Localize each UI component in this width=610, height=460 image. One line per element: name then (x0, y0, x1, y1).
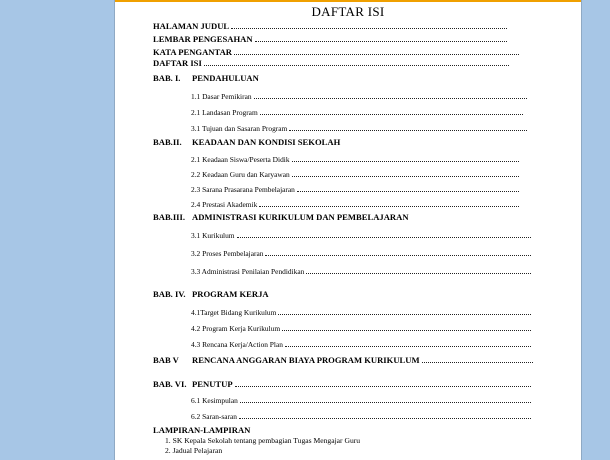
dot-leader (234, 53, 519, 55)
toc-subentry: 3.2 Proses Pembelajaran (191, 246, 533, 258)
chapter-number: BAB. I. (153, 73, 181, 83)
toc-chapter-bab-vi (153, 377, 533, 389)
dot-leader (292, 175, 519, 177)
toc-subentry: 2.1 Landasan Program (191, 105, 525, 117)
document-page (115, 0, 581, 460)
lampiran-item: 1. SK Kepala Sekolah tentang pembagian Tugas Mengajar Guru (165, 436, 361, 445)
toc-subentry: 6.1 Kesimpulan (191, 393, 533, 405)
lampiran-heading: LAMPIRAN-LAMPIRAN (153, 425, 251, 435)
dot-leader (260, 113, 523, 115)
toc-subentry: 3.1 Kurikulum (191, 228, 533, 240)
chapter-title: PROGRAM KERJA (192, 289, 269, 299)
dot-leader (231, 27, 507, 29)
dot-leader (239, 417, 531, 419)
toc-subentry: 2.4 Prestasi Akademik (191, 197, 521, 209)
dot-leader (265, 254, 531, 256)
dot-leader (297, 190, 519, 192)
dot-leader (289, 129, 527, 131)
toc-entry-daftar-isi (153, 56, 511, 68)
chapter-title: PENUTUP (192, 379, 233, 389)
toc-entry-label: DAFTAR ISI (153, 58, 202, 68)
chapter-title: KEADAAN DAN KONDISI SEKOLAH (192, 137, 341, 147)
dot-leader (259, 205, 519, 207)
dot-leader (422, 361, 533, 363)
chapter-title: ADMINISTRASI KURIKULUM DAN PEMBELAJARAN (192, 212, 409, 222)
toc-subentry: 2.2 Keadaan Guru dan Karyawan (191, 167, 521, 179)
toc-subentry: 4.1Target Bidang Kurikulum (191, 305, 533, 317)
dot-leader (306, 272, 531, 274)
dot-leader (278, 313, 531, 315)
chapter-number: BAB.III. (153, 212, 185, 222)
page-title: DAFTAR ISI (311, 4, 385, 19)
dot-leader (285, 345, 531, 347)
toc-entry-halaman-judul (153, 19, 509, 31)
chapter-number: BAB V (153, 355, 179, 365)
dot-leader (282, 329, 531, 331)
dot-leader (240, 401, 531, 403)
dot-leader (255, 40, 507, 42)
toc-subentry: 3.1 Tujuan dan Sasaran Program (191, 121, 529, 133)
toc-subentry: 4.3 Rencana Kerja/Action Plan (191, 337, 533, 349)
toc-subentry: 6.2 Saran-saran (191, 409, 533, 421)
toc-subentry: 2.3 Sarana Prasarana Pembelajaran (191, 182, 521, 194)
toc-entry-label: HALAMAN JUDUL (153, 21, 230, 31)
toc-subentry: 4.2 Program Kerja Kurikulum (191, 321, 533, 333)
chapter-number: BAB. IV. (153, 289, 186, 299)
toc-subentry: 3.3 Administrasi Penilaian Pendidikan (191, 264, 533, 276)
toc-chapter-bab-v (153, 353, 535, 365)
toc-entry-lembar-pengesahan (153, 32, 509, 44)
dot-leader (237, 236, 531, 238)
toc-subentry: 1.1 Dasar Pemikiran (191, 89, 529, 101)
chapter-number: BAB.II. (153, 137, 182, 147)
toc-subentry: 2.1 Keadaan Siswa/Peserta Didik (191, 152, 521, 164)
chapter-title: PENDAHULUAN (192, 73, 259, 83)
dot-leader (235, 385, 531, 387)
dot-leader (292, 160, 519, 162)
dot-leader (254, 97, 527, 99)
dot-leader (204, 64, 509, 66)
chapter-title: RENCANA ANGGARAN BIAYA PROGRAM KURIKULUM (192, 355, 420, 365)
lampiran-item: 2. Jadual Pelajaran (165, 446, 223, 455)
toc-entry-label: KATA PENGANTAR (153, 47, 233, 57)
toc-entry-label: LEMBAR PENGESAHAN (153, 34, 253, 44)
chapter-number: BAB. VI. (153, 379, 187, 389)
